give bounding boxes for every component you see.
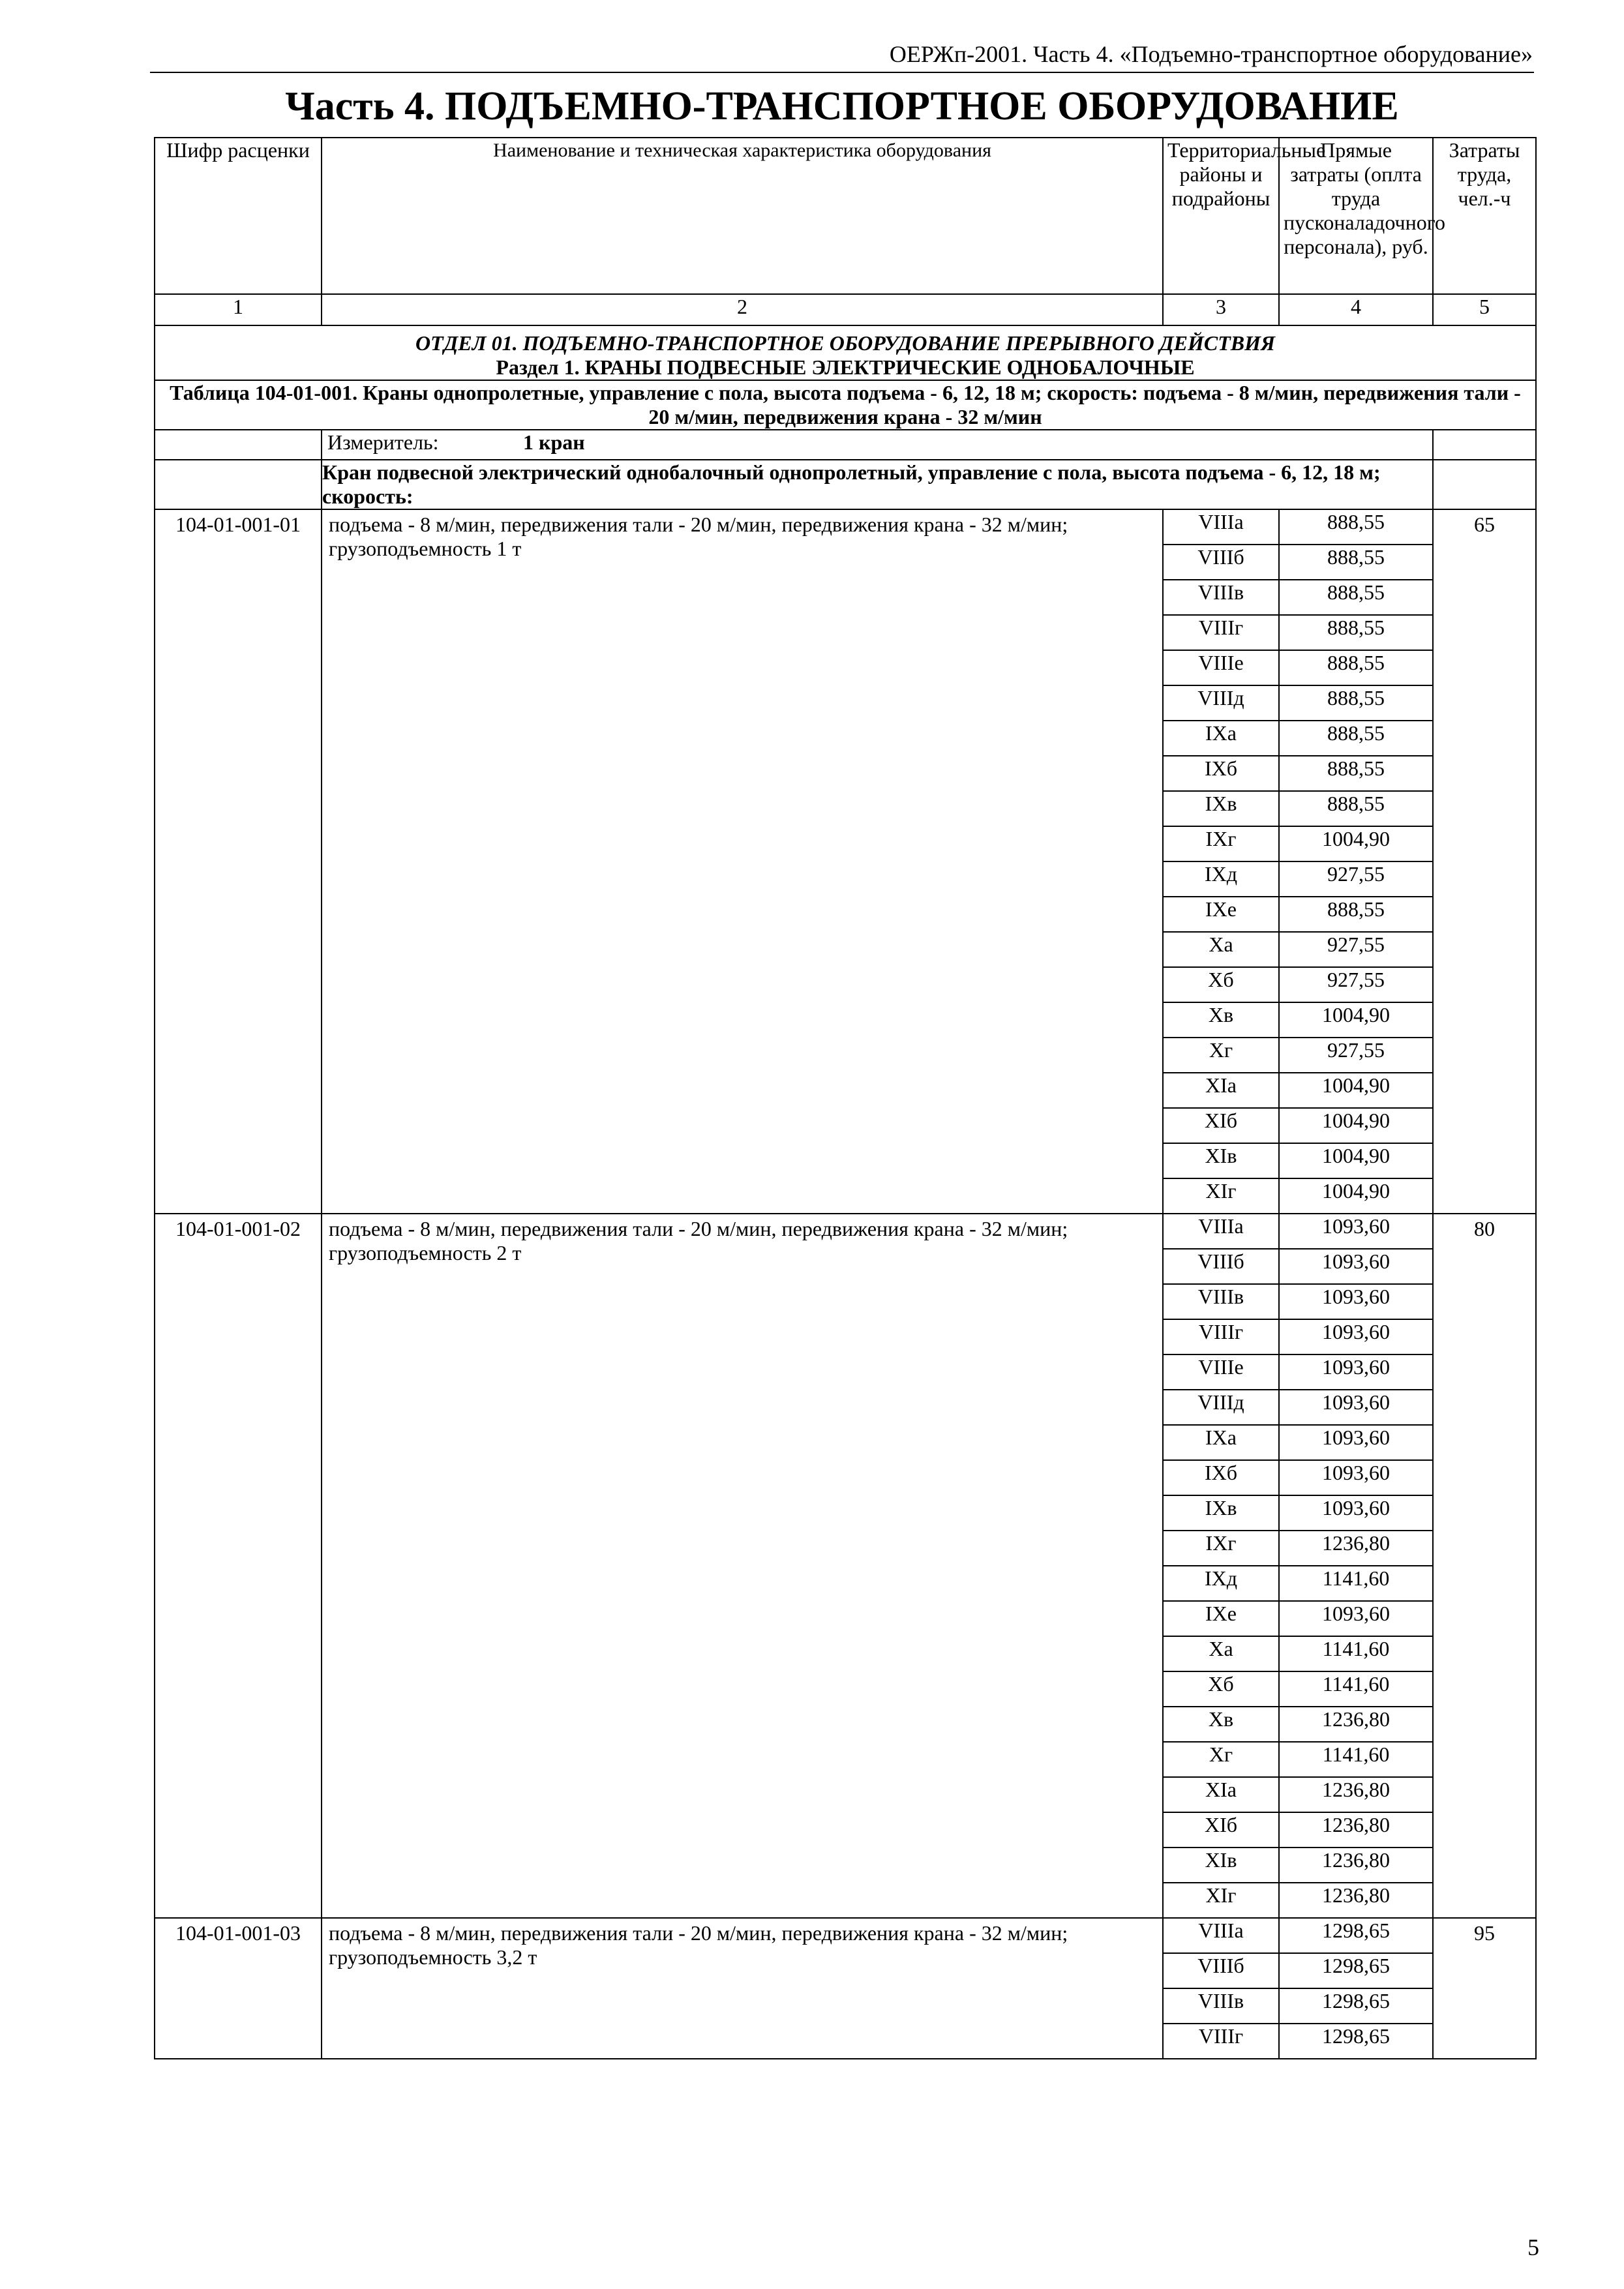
price-cell: 1141,60: [1279, 1566, 1433, 1601]
price-cell: 1093,60: [1279, 1495, 1433, 1531]
measure-label: Измеритель:: [327, 430, 439, 454]
region-cell: VIIIг: [1163, 1319, 1279, 1354]
region-cell: Xв: [1163, 1002, 1279, 1038]
group-heading: Кран подвесной электрический однобалочный однопролетный, управление с пола, высота подъема - 6, 12, 18 м; скорость:: [322, 460, 1433, 509]
price-cell: 1004,90: [1279, 1073, 1433, 1108]
region-cell: IXа: [1163, 1425, 1279, 1460]
price-cell: 888,55: [1279, 615, 1433, 650]
header-code: Шифр расценки: [155, 138, 322, 294]
price-cell: 1093,60: [1279, 1214, 1433, 1249]
price-cell: 888,55: [1279, 509, 1433, 545]
rate-code: 104-01-001-01: [155, 509, 322, 1214]
region-cell: Xа: [1163, 932, 1279, 967]
region-cell: VIIIа: [1163, 1918, 1279, 1953]
region-cell: XIб: [1163, 1812, 1279, 1848]
region-cell: VIIIг: [1163, 615, 1279, 650]
price-cell: 1004,90: [1279, 1002, 1433, 1038]
region-cell: VIIIе: [1163, 650, 1279, 685]
region-cell: VIIIв: [1163, 1988, 1279, 2024]
price-cell: 888,55: [1279, 545, 1433, 580]
price-cell: 1298,65: [1279, 2024, 1433, 2059]
price-cell: 1004,90: [1279, 1143, 1433, 1178]
region-cell: VIIIб: [1163, 1953, 1279, 1988]
price-cell: 927,55: [1279, 932, 1433, 967]
equipment-description: подъема - 8 м/мин, передвижения тали - 20 м/мин, передвижения крана - 32 м/мин; грузоподъемность 3,2 т: [322, 1918, 1163, 2059]
region-cell: VIIIв: [1163, 1284, 1279, 1319]
running-header: ОЕРЖп-2001. Часть 4. «Подъемно-транспортное оборудование»: [889, 41, 1533, 67]
price-cell: 888,55: [1279, 685, 1433, 721]
region-cell: XIв: [1163, 1848, 1279, 1883]
region-cell: IXб: [1163, 756, 1279, 791]
price-cell: 1236,80: [1279, 1848, 1433, 1883]
column-number: 3: [1163, 294, 1279, 325]
otdel-row: [155, 325, 1536, 355]
measure-value: 1 кран: [523, 430, 585, 454]
region-cell: Xг: [1163, 1742, 1279, 1777]
price-cell: 888,55: [1279, 580, 1433, 615]
region-cell: IXе: [1163, 1601, 1279, 1636]
region-cell: XIг: [1163, 1883, 1279, 1918]
measure-row: [155, 430, 1536, 460]
equipment-description: подъема - 8 м/мин, передвижения тали - 20 м/мин, передвижения крана - 32 м/мин; грузоподъемность 2 т: [322, 1214, 1163, 1918]
header-labor: Затраты труда, чел.-ч: [1433, 138, 1536, 294]
region-cell: VIIIд: [1163, 685, 1279, 721]
price-cell: 1093,60: [1279, 1319, 1433, 1354]
group-heading-row: [155, 460, 1536, 509]
header-rule: [150, 72, 1534, 73]
region-cell: IXд: [1163, 1566, 1279, 1601]
price-cell: 927,55: [1279, 967, 1433, 1002]
column-numbers-row: [155, 294, 1536, 325]
price-cell: 888,55: [1279, 897, 1433, 932]
labor-cell: 95: [1433, 1918, 1536, 2059]
price-cell: 1298,65: [1279, 1918, 1433, 1953]
region-cell: IXб: [1163, 1460, 1279, 1495]
price-cell: 1298,65: [1279, 1988, 1433, 2024]
price-cell: 1093,60: [1279, 1249, 1433, 1284]
column-number: 4: [1279, 294, 1433, 325]
labor-cell: 65: [1433, 509, 1536, 1214]
region-cell: XIа: [1163, 1073, 1279, 1108]
table-row: [155, 1918, 1536, 1953]
region-cell: Xб: [1163, 967, 1279, 1002]
price-cell: 1004,90: [1279, 1178, 1433, 1214]
razdel-row: [155, 355, 1536, 380]
table-title-row: [155, 380, 1536, 430]
region-cell: VIIIа: [1163, 1214, 1279, 1249]
region-cell: XIв: [1163, 1143, 1279, 1178]
rate-code: 104-01-001-02: [155, 1214, 322, 1918]
header-region: Территориальные районы и подрайоны: [1163, 138, 1279, 294]
region-cell: XIг: [1163, 1178, 1279, 1214]
region-cell: IXе: [1163, 897, 1279, 932]
region-cell: VIIIд: [1163, 1390, 1279, 1425]
price-cell: 1236,80: [1279, 1812, 1433, 1848]
price-table: [154, 137, 1537, 2059]
otdel-title: ОТДЕЛ 01. ПОДЪЕМНО-ТРАНСПОРТНОЕ ОБОРУДОВАНИЕ ПРЕРЫВНОГО ДЕЙСТВИЯ: [155, 325, 1536, 355]
price-cell: 888,55: [1279, 791, 1433, 826]
region-cell: IXд: [1163, 861, 1279, 897]
labor-cell: 80: [1433, 1214, 1536, 1918]
price-cell: 1093,60: [1279, 1354, 1433, 1390]
price-cell: 1093,60: [1279, 1425, 1433, 1460]
table-title: Таблица 104-01-001. Краны однопролетные, управление с пола, высота подъема - 6, 12, 18 м; скорость: подъема - 8 м/мин, передвижения тали - 20 м/мин, передвижения крана - 32 м/мин: [155, 380, 1536, 430]
region-cell: Xб: [1163, 1671, 1279, 1707]
razdel-title: Раздел 1. КРАНЫ ПОДВЕСНЫЕ ЭЛЕКТРИЧЕСКИЕ ОДНОБАЛОЧНЫЕ: [155, 355, 1536, 380]
price-cell: 1236,80: [1279, 1883, 1433, 1918]
region-cell: IXг: [1163, 826, 1279, 861]
price-cell: 927,55: [1279, 861, 1433, 897]
price-cell: 1236,80: [1279, 1777, 1433, 1812]
table-header-row: [155, 138, 1536, 294]
column-number: 2: [322, 294, 1163, 325]
region-cell: IXв: [1163, 1495, 1279, 1531]
region-cell: VIIIе: [1163, 1354, 1279, 1390]
region-cell: VIIIб: [1163, 545, 1279, 580]
region-cell: Xв: [1163, 1707, 1279, 1742]
region-cell: XIб: [1163, 1108, 1279, 1143]
region-cell: VIIIа: [1163, 509, 1279, 545]
part-title: Часть 4. ПОДЪЕМНО-ТРАНСПОРТНОЕ ОБОРУДОВАНИЕ: [285, 84, 1399, 128]
region-cell: Xг: [1163, 1038, 1279, 1073]
price-cell: 1093,60: [1279, 1284, 1433, 1319]
price-cell: 1093,60: [1279, 1601, 1433, 1636]
region-cell: VIIIб: [1163, 1249, 1279, 1284]
equipment-description: подъема - 8 м/мин, передвижения тали - 20 м/мин, передвижения крана - 32 м/мин; грузоподъемность 1 т: [322, 509, 1163, 1214]
price-cell: 1141,60: [1279, 1636, 1433, 1671]
header-name: Наименование и техническая характеристика оборудования: [322, 138, 1163, 294]
price-cell: 888,55: [1279, 650, 1433, 685]
price-cell: 1141,60: [1279, 1742, 1433, 1777]
header-direct-costs: Прямые затраты (оплта труда пусконаладочного персонала), руб.: [1279, 138, 1433, 294]
region-cell: XIа: [1163, 1777, 1279, 1812]
price-cell: 1236,80: [1279, 1707, 1433, 1742]
region-cell: IXг: [1163, 1531, 1279, 1566]
table-row: [155, 1214, 1536, 1249]
region-cell: IXв: [1163, 791, 1279, 826]
region-cell: Xа: [1163, 1636, 1279, 1671]
region-cell: IXа: [1163, 721, 1279, 756]
column-number: 5: [1433, 294, 1536, 325]
price-cell: 888,55: [1279, 756, 1433, 791]
price-cell: 1093,60: [1279, 1460, 1433, 1495]
region-cell: VIIIв: [1163, 580, 1279, 615]
region-cell: VIIIг: [1163, 2024, 1279, 2059]
price-cell: 1093,60: [1279, 1390, 1433, 1425]
table-row: [155, 509, 1536, 545]
price-cell: 1004,90: [1279, 1108, 1433, 1143]
price-cell: 1298,65: [1279, 1953, 1433, 1988]
price-cell: 927,55: [1279, 1038, 1433, 1073]
price-cell: 888,55: [1279, 721, 1433, 756]
column-number: 1: [155, 294, 322, 325]
price-cell: 1236,80: [1279, 1531, 1433, 1566]
price-cell: 1141,60: [1279, 1671, 1433, 1707]
price-cell: 1004,90: [1279, 826, 1433, 861]
rate-code: 104-01-001-03: [155, 1918, 322, 2059]
page-number: 5: [1527, 2234, 1539, 2260]
